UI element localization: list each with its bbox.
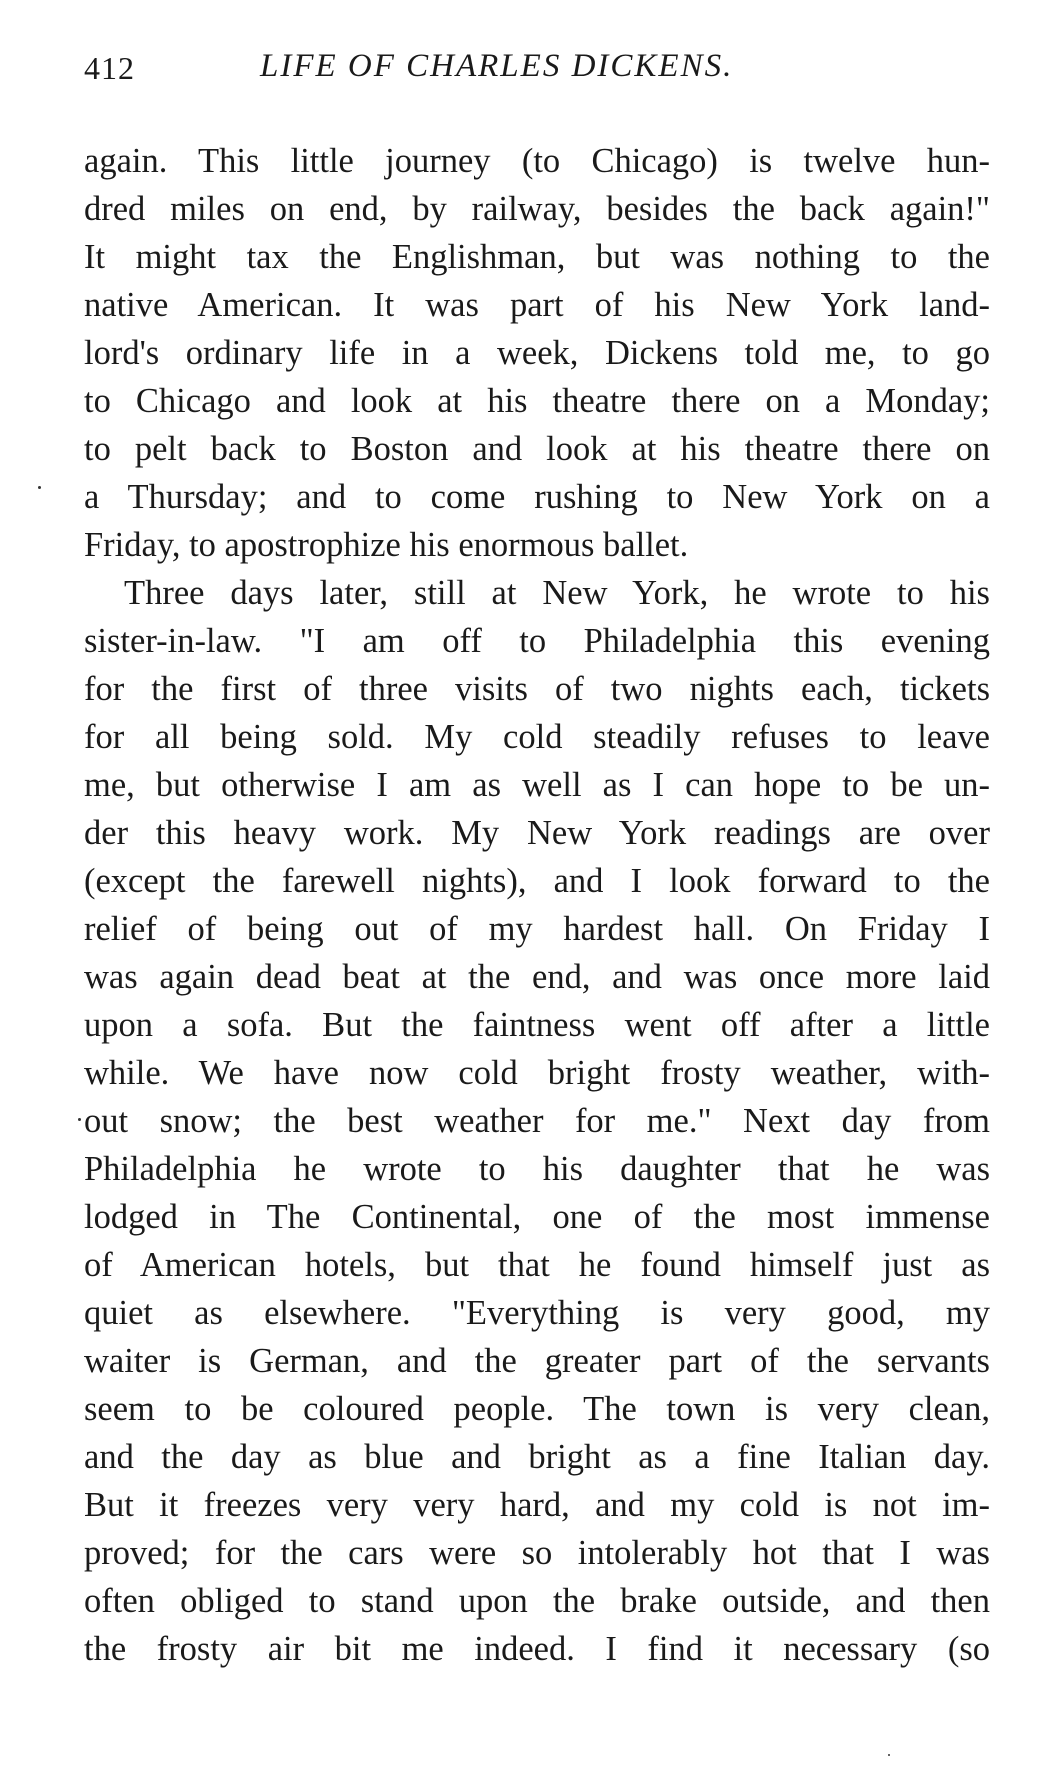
text-line: proved; for the cars were so intolerably hot that I was bbox=[84, 1534, 990, 1572]
paragraph-2 bbox=[84, 569, 990, 1673]
text-line: Three days later, still at New York, he wrote to his bbox=[124, 574, 990, 612]
paragraph-1 bbox=[84, 137, 990, 569]
print-speck bbox=[78, 1118, 81, 1121]
text-line: It might tax the Englishman, but was nothing to the bbox=[84, 238, 990, 276]
print-speck bbox=[38, 486, 41, 489]
text-line: for the first of three visits of two nights each, tickets bbox=[84, 670, 990, 708]
text-line: for all being sold. My cold steadily refuses to leave bbox=[84, 718, 990, 756]
text-line: native American. It was part of his New York land- bbox=[84, 286, 990, 324]
text-line: often obliged to stand upon the brake outside, and then bbox=[84, 1582, 990, 1620]
page-number: 412 bbox=[84, 50, 135, 86]
text-line: (except the farewell nights), and I look forward to the bbox=[84, 862, 990, 900]
text-line: lord's ordinary life in a week, Dickens told me, to go bbox=[84, 334, 990, 372]
text-line: again. This little journey (to Chicago) is twelve hun- bbox=[84, 142, 990, 180]
text-line: sister-in-law. "I am off to Philadelphia this evening bbox=[84, 622, 990, 660]
text-line: But it freezes very very hard, and my cold is not im- bbox=[84, 1486, 990, 1524]
text-line: was again dead beat at the end, and was once more laid bbox=[84, 958, 990, 996]
text-line: and the day as blue and bright as a fine Italian day. bbox=[84, 1438, 990, 1476]
text-line: lodged in The Continental, one of the most immense bbox=[84, 1198, 990, 1236]
print-speck bbox=[888, 1754, 890, 1756]
text-line: of American hotels, but that he found himself just as bbox=[84, 1246, 990, 1284]
text-line: relief of being out of my hardest hall. On Friday I bbox=[84, 910, 990, 948]
text-line: dred miles on end, by railway, besides the back again!" bbox=[84, 190, 990, 228]
text-line: der this heavy work. My New York readings are over bbox=[84, 814, 990, 852]
text-line: to pelt back to Boston and look at his theatre there on bbox=[84, 430, 990, 468]
text-line: me, but otherwise I am as well as I can hope to be un- bbox=[84, 766, 990, 804]
text-line: quiet as elsewhere. "Everything is very good, my bbox=[84, 1294, 990, 1332]
text-line: while. We have now cold bright frosty weather, with- bbox=[84, 1054, 990, 1092]
text-line: the frosty air bit me indeed. I find it necessary (so bbox=[84, 1630, 990, 1668]
text-line: seem to be coloured people. The town is very clean, bbox=[84, 1390, 990, 1428]
text-line: upon a sofa. But the faintness went off after a little bbox=[84, 1006, 990, 1044]
text-line: waiter is German, and the greater part of the servants bbox=[84, 1342, 990, 1380]
running-head: LIFE OF CHARLES DICKENS. bbox=[260, 48, 734, 84]
text-line: Friday, to apostrophize his enormous ballet. bbox=[84, 526, 689, 564]
body-text bbox=[84, 137, 990, 1673]
text-line: Philadelphia he wrote to his daughter that he was bbox=[84, 1150, 990, 1188]
text-line: a Thursday; and to come rushing to New York on a bbox=[84, 478, 990, 516]
text-line: out snow; the best weather for me." Next day from bbox=[84, 1102, 990, 1140]
text-line: to Chicago and look at his theatre there on a Monday; bbox=[84, 382, 990, 420]
